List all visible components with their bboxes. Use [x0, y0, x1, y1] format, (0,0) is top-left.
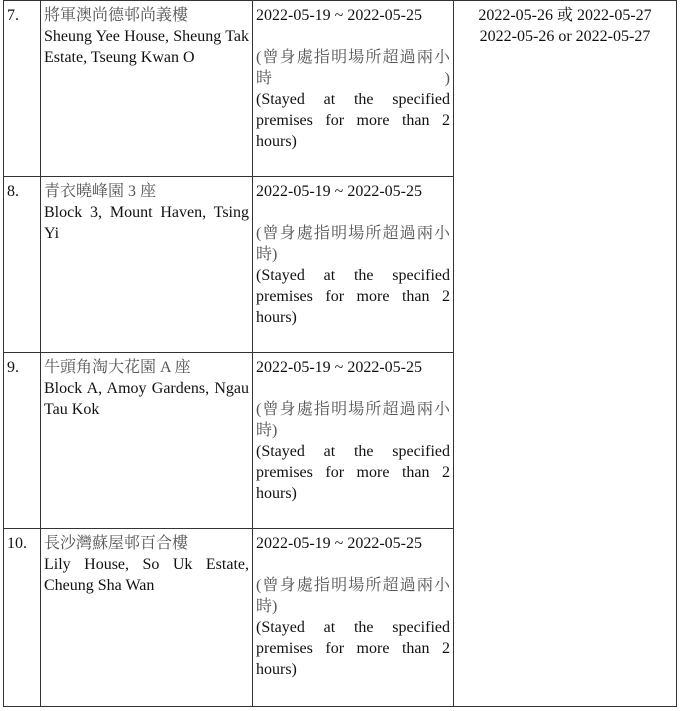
premises-name-zh: 長沙灣蘇屋邨百合樓 [44, 535, 189, 552]
period-dates: 2022-05-19 ~ 2022-05-25 [256, 7, 422, 24]
premises-cell [41, 1, 253, 177]
premises-name-zh: 青衣曉峰園 3 座 [44, 183, 157, 200]
note-en: (Stayed at the specified premises for more than 2 hours) [256, 619, 450, 678]
note-en: (Stayed at the specified premises for more than 2 hours) [256, 443, 450, 502]
specified-premises-table [3, 0, 677, 707]
period-cell [253, 529, 454, 707]
row-number: 8. [4, 177, 41, 353]
premises-name-en: Block 3, Mount Haven, Tsing Yi [44, 204, 249, 242]
note-zh: (曾身處指明場所超過兩小時) [256, 401, 450, 439]
note-en: (Stayed at the specified premises for more than 2 hours) [256, 267, 450, 326]
premises-name-zh: 牛頭角淘大花園 A 座 [44, 359, 191, 376]
period-cell [253, 353, 454, 529]
testing-dates-cell [454, 1, 677, 707]
premises-cell [41, 353, 253, 529]
period-dates: 2022-05-19 ~ 2022-05-25 [256, 183, 422, 200]
premises-name-en: Lily House, So Uk Estate, Cheung Sha Wan [44, 556, 249, 594]
premises-name-en: Sheung Yee House, Sheung Tak Estate, Tseung Kwan O [44, 28, 249, 66]
row-number: 7. [4, 1, 41, 177]
note-en: (Stayed at the specified premises for more than 2 hours) [256, 91, 450, 150]
period-cell [253, 1, 454, 177]
row-number: 10. [4, 529, 41, 707]
table-row [4, 1, 677, 177]
testing-dates-zh: 2022-05-26 或 2022-05-27 [478, 7, 652, 24]
note-zh: (曾身處指明場所超過兩小時) [256, 225, 450, 263]
premises-name-en: Block A, Amoy Gardens, Ngau Tau Kok [44, 380, 249, 418]
row-number: 9. [4, 353, 41, 529]
premises-name-zh: 將軍澳尚德邨尚義樓 [44, 7, 189, 24]
premises-cell [41, 529, 253, 707]
note-zh: (曾身處指明場所超過兩小時) [256, 577, 450, 615]
period-dates: 2022-05-19 ~ 2022-05-25 [256, 359, 422, 376]
premises-cell [41, 177, 253, 353]
testing-dates-en: 2022-05-26 or 2022-05-27 [479, 28, 651, 45]
note-zh: (曾身處指明場所超過兩小時) [256, 49, 450, 87]
period-cell [253, 177, 454, 353]
period-dates: 2022-05-19 ~ 2022-05-25 [256, 535, 422, 552]
